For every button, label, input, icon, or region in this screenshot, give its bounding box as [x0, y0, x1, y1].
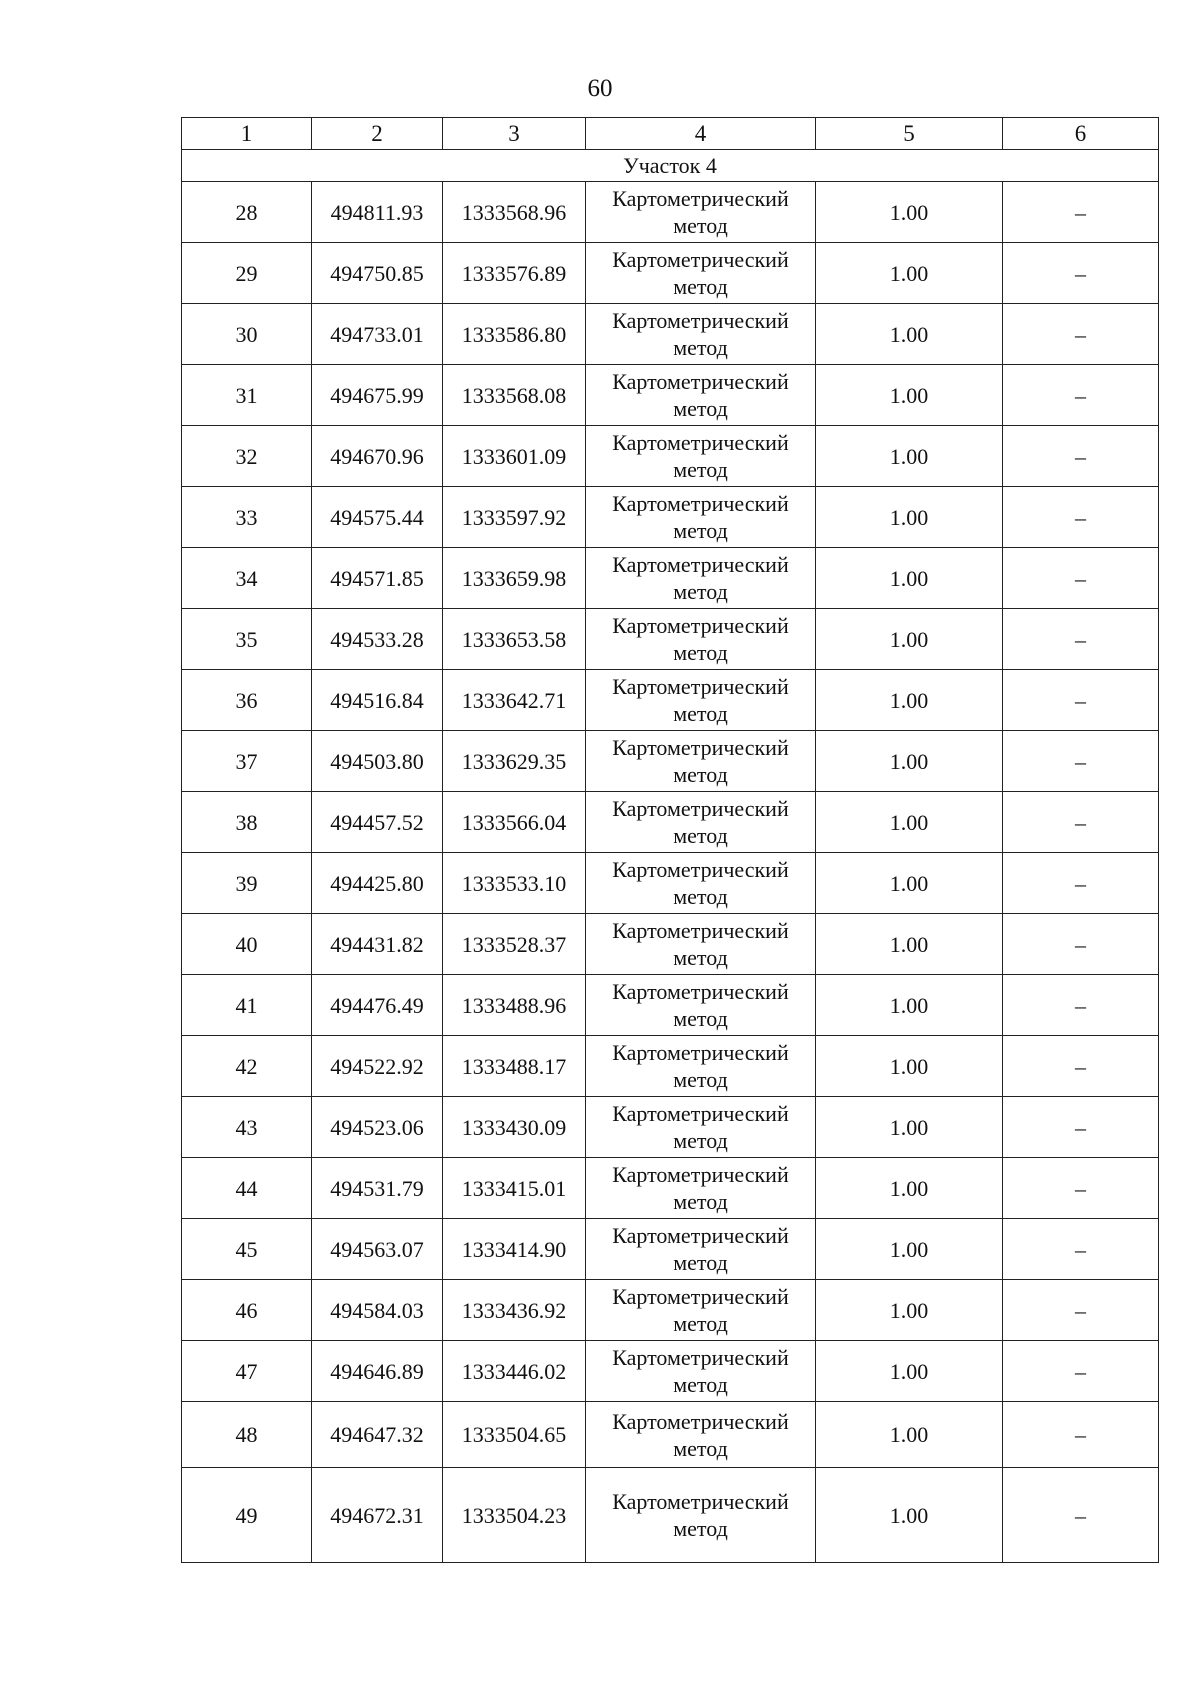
method-line-1: Картометрический: [612, 1040, 789, 1065]
column-number-3: 3: [443, 118, 586, 150]
accuracy-cell: 1.00: [816, 365, 1003, 426]
y-coordinate-cell: 1333430.09: [443, 1097, 586, 1158]
x-coordinate-cell: 494750.85: [312, 243, 443, 304]
column-number-6: 6: [1003, 118, 1159, 150]
x-coordinate-cell: 494733.01: [312, 304, 443, 365]
note-cell: –: [1003, 304, 1159, 365]
accuracy-cell: 1.00: [816, 914, 1003, 975]
note-cell: –: [1003, 609, 1159, 670]
y-coordinate-cell: 1333629.35: [443, 731, 586, 792]
note-cell: –: [1003, 731, 1159, 792]
point-number-cell: 29: [182, 243, 312, 304]
column-number-row: [182, 118, 1159, 150]
note-cell: –: [1003, 853, 1159, 914]
note-cell: –: [1003, 1468, 1159, 1563]
table-row: [182, 243, 1159, 304]
method-line-2: метод: [673, 1189, 728, 1214]
note-cell: –: [1003, 365, 1159, 426]
table-row: [182, 975, 1159, 1036]
table-row: [182, 609, 1159, 670]
x-coordinate-cell: 494457.52: [312, 792, 443, 853]
method-line-2: метод: [673, 640, 728, 665]
y-coordinate-cell: 1333504.65: [443, 1402, 586, 1468]
column-number-2: 2: [312, 118, 443, 150]
y-coordinate-cell: 1333597.92: [443, 487, 586, 548]
table-row: [182, 731, 1159, 792]
note-cell: –: [1003, 1036, 1159, 1097]
note-cell: –: [1003, 792, 1159, 853]
accuracy-cell: 1.00: [816, 1097, 1003, 1158]
method-line-1: Картометрический: [612, 369, 789, 394]
note-cell: –: [1003, 243, 1159, 304]
method-line-1: Картометрический: [612, 1284, 789, 1309]
accuracy-cell: 1.00: [816, 1402, 1003, 1468]
method-line-2: метод: [673, 335, 728, 360]
accuracy-cell: 1.00: [816, 670, 1003, 731]
y-coordinate-cell: 1333566.04: [443, 792, 586, 853]
method-line-1: Картометрический: [612, 918, 789, 943]
method-line-1: Картометрический: [612, 491, 789, 516]
method-line-2: метод: [673, 1128, 728, 1153]
method-line-1: Картометрический: [612, 735, 789, 760]
method-cell: [586, 182, 816, 243]
point-number-cell: 46: [182, 1280, 312, 1341]
method-cell: [586, 1158, 816, 1219]
note-cell: –: [1003, 487, 1159, 548]
point-number-cell: 48: [182, 1402, 312, 1468]
method-line-2: метод: [673, 1435, 728, 1461]
note-cell: –: [1003, 670, 1159, 731]
point-number-cell: 45: [182, 1219, 312, 1280]
accuracy-cell: 1.00: [816, 609, 1003, 670]
x-coordinate-cell: 494670.96: [312, 426, 443, 487]
method-line-2: метод: [673, 1311, 728, 1336]
method-cell: [586, 487, 816, 548]
table-row: [182, 182, 1159, 243]
section-title: Участок 4: [182, 150, 1159, 182]
point-number-cell: 40: [182, 914, 312, 975]
y-coordinate-cell: 1333601.09: [443, 426, 586, 487]
table-row: [182, 1158, 1159, 1219]
x-coordinate-cell: 494522.92: [312, 1036, 443, 1097]
table-row: [182, 1097, 1159, 1158]
x-coordinate-cell: 494575.44: [312, 487, 443, 548]
method-cell: [586, 1468, 816, 1563]
accuracy-cell: 1.00: [816, 1280, 1003, 1341]
y-coordinate-cell: 1333659.98: [443, 548, 586, 609]
x-coordinate-cell: 494516.84: [312, 670, 443, 731]
method-line-2: метод: [673, 762, 728, 787]
method-cell: [586, 1402, 816, 1468]
method-cell: [586, 1219, 816, 1280]
coordinates-table-body: [182, 118, 1159, 1563]
y-coordinate-cell: 1333415.01: [443, 1158, 586, 1219]
method-cell: [586, 426, 816, 487]
point-number-cell: 30: [182, 304, 312, 365]
method-line-1: Картометрический: [612, 613, 789, 638]
accuracy-cell: 1.00: [816, 1468, 1003, 1563]
method-line-2: метод: [673, 518, 728, 543]
point-number-cell: 41: [182, 975, 312, 1036]
accuracy-cell: 1.00: [816, 1158, 1003, 1219]
column-number-5: 5: [816, 118, 1003, 150]
method-cell: [586, 670, 816, 731]
y-coordinate-cell: 1333653.58: [443, 609, 586, 670]
method-line-1: Картометрический: [612, 1489, 789, 1514]
method-line-1: Картометрический: [612, 552, 789, 577]
table-row: [182, 670, 1159, 731]
y-coordinate-cell: 1333436.92: [443, 1280, 586, 1341]
accuracy-cell: 1.00: [816, 182, 1003, 243]
column-number-4: 4: [586, 118, 816, 150]
table-row: [182, 1402, 1159, 1468]
accuracy-cell: 1.00: [816, 1219, 1003, 1280]
method-line-2: метод: [673, 945, 728, 970]
method-line-2: метод: [673, 701, 728, 726]
note-cell: –: [1003, 426, 1159, 487]
method-line-2: метод: [673, 213, 728, 238]
accuracy-cell: 1.00: [816, 304, 1003, 365]
method-cell: [586, 975, 816, 1036]
method-cell: [586, 1280, 816, 1341]
note-cell: –: [1003, 1341, 1159, 1402]
point-number-cell: 34: [182, 548, 312, 609]
x-coordinate-cell: 494675.99: [312, 365, 443, 426]
x-coordinate-cell: 494647.32: [312, 1402, 443, 1468]
y-coordinate-cell: 1333504.23: [443, 1468, 586, 1563]
point-number-cell: 39: [182, 853, 312, 914]
method-line-1: Картометрический: [612, 857, 789, 882]
method-line-1: Картометрический: [612, 1101, 789, 1126]
table-row: [182, 548, 1159, 609]
note-cell: –: [1003, 182, 1159, 243]
method-cell: [586, 1036, 816, 1097]
accuracy-cell: 1.00: [816, 853, 1003, 914]
method-cell: [586, 731, 816, 792]
point-number-cell: 49: [182, 1468, 312, 1563]
point-number-cell: 43: [182, 1097, 312, 1158]
method-line-2: метод: [673, 1250, 728, 1275]
table-row: [182, 1219, 1159, 1280]
note-cell: –: [1003, 1280, 1159, 1341]
y-coordinate-cell: 1333568.96: [443, 182, 586, 243]
table-row: [182, 365, 1159, 426]
table-row: [182, 1280, 1159, 1341]
method-cell: [586, 1097, 816, 1158]
method-line-2: метод: [673, 1067, 728, 1092]
y-coordinate-cell: 1333528.37: [443, 914, 586, 975]
method-line-1: Картометрический: [612, 674, 789, 699]
method-line-1: Картометрический: [612, 308, 789, 333]
note-cell: –: [1003, 914, 1159, 975]
method-cell: [586, 548, 816, 609]
y-coordinate-cell: 1333533.10: [443, 853, 586, 914]
section-row: [182, 150, 1159, 182]
method-cell: [586, 914, 816, 975]
x-coordinate-cell: 494476.49: [312, 975, 443, 1036]
note-cell: –: [1003, 975, 1159, 1036]
x-coordinate-cell: 494646.89: [312, 1341, 443, 1402]
accuracy-cell: 1.00: [816, 1036, 1003, 1097]
method-cell: [586, 1341, 816, 1402]
x-coordinate-cell: 494571.85: [312, 548, 443, 609]
method-line-2: метод: [673, 1372, 728, 1397]
point-number-cell: 47: [182, 1341, 312, 1402]
method-cell: [586, 365, 816, 426]
accuracy-cell: 1.00: [816, 792, 1003, 853]
table-row: [182, 487, 1159, 548]
method-line-2: метод: [673, 1006, 728, 1031]
method-line-1: Картометрический: [612, 247, 789, 272]
point-number-cell: 33: [182, 487, 312, 548]
method-line-1: Картометрический: [612, 1162, 789, 1187]
method-line-1: Картометрический: [612, 1345, 789, 1370]
method-line-2: метод: [673, 884, 728, 909]
y-coordinate-cell: 1333568.08: [443, 365, 586, 426]
note-cell: –: [1003, 1158, 1159, 1219]
note-cell: –: [1003, 548, 1159, 609]
method-cell: [586, 243, 816, 304]
accuracy-cell: 1.00: [816, 426, 1003, 487]
x-coordinate-cell: 494672.31: [312, 1468, 443, 1563]
x-coordinate-cell: 494584.03: [312, 1280, 443, 1341]
accuracy-cell: 1.00: [816, 731, 1003, 792]
x-coordinate-cell: 494563.07: [312, 1219, 443, 1280]
accuracy-cell: 1.00: [816, 975, 1003, 1036]
x-coordinate-cell: 494523.06: [312, 1097, 443, 1158]
column-number-1: 1: [182, 118, 312, 150]
table-row: [182, 853, 1159, 914]
x-coordinate-cell: 494503.80: [312, 731, 443, 792]
accuracy-cell: 1.00: [816, 487, 1003, 548]
method-line-1: Картометрический: [612, 186, 789, 211]
method-line-2: метод: [673, 274, 728, 299]
point-number-cell: 36: [182, 670, 312, 731]
method-cell: [586, 853, 816, 914]
x-coordinate-cell: 494531.79: [312, 1158, 443, 1219]
point-number-cell: 35: [182, 609, 312, 670]
method-cell: [586, 609, 816, 670]
point-number-cell: 37: [182, 731, 312, 792]
table-row: [182, 1341, 1159, 1402]
point-number-cell: 38: [182, 792, 312, 853]
y-coordinate-cell: 1333446.02: [443, 1341, 586, 1402]
point-number-cell: 32: [182, 426, 312, 487]
point-number-cell: 42: [182, 1036, 312, 1097]
accuracy-cell: 1.00: [816, 1341, 1003, 1402]
page-number: 60: [587, 75, 613, 102]
x-coordinate-cell: 494533.28: [312, 609, 443, 670]
accuracy-cell: 1.00: [816, 548, 1003, 609]
method-line-1: Картометрический: [612, 1223, 789, 1248]
accuracy-cell: 1.00: [816, 243, 1003, 304]
y-coordinate-cell: 1333642.71: [443, 670, 586, 731]
method-line-1: Картометрический: [612, 979, 789, 1004]
method-line-2: метод: [673, 457, 728, 482]
note-cell: –: [1003, 1402, 1159, 1468]
y-coordinate-cell: 1333576.89: [443, 243, 586, 304]
table-row: [182, 1468, 1159, 1563]
x-coordinate-cell: 494811.93: [312, 182, 443, 243]
table-row: [182, 426, 1159, 487]
y-coordinate-cell: 1333488.17: [443, 1036, 586, 1097]
method-line-2: метод: [673, 579, 728, 604]
method-line-1: Картометрический: [612, 1408, 789, 1434]
point-number-cell: 31: [182, 365, 312, 426]
table-row: [182, 914, 1159, 975]
y-coordinate-cell: 1333488.96: [443, 975, 586, 1036]
method-line-1: Картометрический: [612, 430, 789, 455]
method-line-2: метод: [673, 396, 728, 421]
coordinates-table: [181, 117, 1159, 1563]
method-line-2: метод: [673, 1516, 728, 1541]
note-cell: –: [1003, 1097, 1159, 1158]
y-coordinate-cell: 1333586.80: [443, 304, 586, 365]
x-coordinate-cell: 494431.82: [312, 914, 443, 975]
table-row: [182, 304, 1159, 365]
y-coordinate-cell: 1333414.90: [443, 1219, 586, 1280]
table-row: [182, 792, 1159, 853]
point-number-cell: 44: [182, 1158, 312, 1219]
x-coordinate-cell: 494425.80: [312, 853, 443, 914]
table-row: [182, 1036, 1159, 1097]
method-line-1: Картометрический: [612, 796, 789, 821]
note-cell: –: [1003, 1219, 1159, 1280]
point-number-cell: 28: [182, 182, 312, 243]
method-cell: [586, 304, 816, 365]
method-cell: [586, 792, 816, 853]
method-line-2: метод: [673, 823, 728, 848]
